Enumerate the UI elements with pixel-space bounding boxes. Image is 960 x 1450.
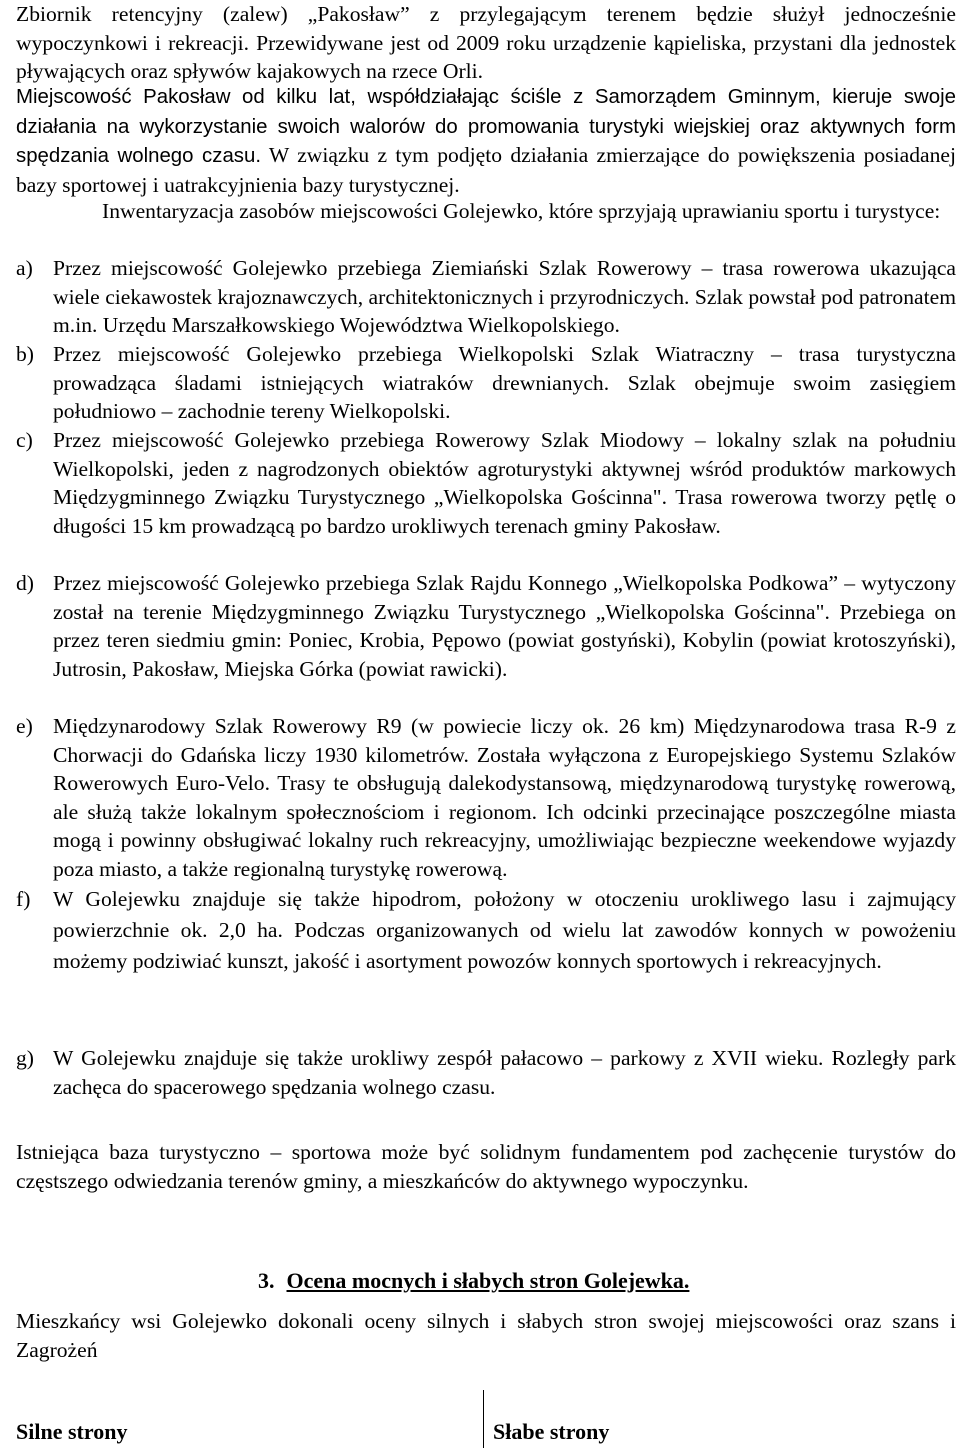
paragraph-closing: Istniejąca baza turystyczno – sportowa może być solidnym fundamentem pod zachęcenie turystów do częstszego odwiedzania terenów gminy, a mieszkańców do aktywnego wypoczynku. bbox=[16, 1140, 956, 1193]
list-item-d bbox=[16, 569, 956, 683]
list-item-f bbox=[16, 884, 956, 977]
list-text: W Golejewku znajduje się także urokliwy zespół pałacowo – parkowy z XVII wieku. Rozległy park zachęca do spacerowego spędzania wolnego czasu. bbox=[53, 1046, 956, 1099]
list-text: Międzynarodowy Szlak Rowerowy R9 (w powiecie liczy ok. 26 km) Międzynarodowa trasa R-9 z Chorwacji do Gdańska liczy 1930 kilometrów. Została wyłączona z Europejskiego Systemu Szlaków Rowerowych Euro-Velo. Trasy te obsługują dalekodystansową, międzynarodową turystykę rowerową, ale służą także lokalnym społecznościom i regionom. Ich odcinki przecinające poszczególne miasta mogą i powinny obsługiwać lokalny ruch rekreacyjny, umożliwiając bezpieczne weekendowe wyjazdy poza miasto, a także regionalną turystykę rowerową. bbox=[53, 714, 956, 881]
paragraph-pakoslaw-sans: Miejscowość Pakosław od kilku lat, współdziałając ściśle z Samorządem Gminnym, kieruje swoje działania na wykorzystanie swoich walorów do promowania turystyki wiejskiej oraz aktywnych form spędzania wolnego czasu. bbox=[16, 86, 956, 168]
section-heading bbox=[258, 1266, 689, 1296]
list-text: W Golejewku znajduje się także hipodrom, położony w otoczeniu urokliwego lasu i zajmujący powierzchnie ok. 2,0 ha. Podczas organizowanych od wielu lat zawodów konnych w powożeniu możemy podziwiać kunszt, jakość i asortyment powozów konnych sportowych i rekreacyjnych. bbox=[53, 887, 956, 973]
list-text: Przez miejscowość Golejewko przebiega Wielkopolski Szlak Wiatraczny – trasa turystyczna prowadząca śladami istniejących wiatraków drewnianych. Szlak obejmuje swoim zasięgiem południowo – zachodnie tereny Wielkopolski. bbox=[53, 342, 956, 424]
list-letter: c) bbox=[16, 428, 33, 452]
list-letter: d) bbox=[16, 571, 34, 595]
section-number: 3. bbox=[258, 1268, 275, 1293]
list-item-b bbox=[16, 340, 956, 426]
list-item-a bbox=[16, 254, 956, 340]
paragraph-pakoslaw-cont: W związku z tym podjęto działania zmierzające do powiększenia posiadanej bazy sportowej i uatrakcyjnienia bazy turystycznej. bbox=[16, 143, 956, 197]
list-text: Przez miejscowość Golejewko przebiega Szlak Rajdu Konnego „Wielkopolska Podkowa” – wytyczony został na terenie Międzygminnego Związku Turystycznego „Wielkopolska Gościnna". Przebiega on przez teren siedmiu gmin: Poniec, Krobia, Pępowo (powiat gostyński), Kobylin (powiat krotoszyński), Jutrosin, Pakosław, Miejska Górka (powiat rawicki). bbox=[53, 571, 956, 681]
list-letter: f) bbox=[16, 887, 31, 911]
section-title: Ocena mocnych i słabych stron Golejewka. bbox=[286, 1268, 690, 1293]
list-letter: e) bbox=[16, 714, 33, 738]
list-item-g bbox=[16, 1044, 956, 1101]
paragraph-pakoslaw bbox=[16, 82, 956, 199]
strengths-header: Silne strony bbox=[16, 1419, 128, 1444]
list-text: Przez miejscowość Golejewko przebiega Rowerowy Szlak Miodowy – lokalny szlak na południu Wielkopolski, jeden z nagrodzonych obiektów agroturystyki aktywnej wśród produktów markowych Międzygminnego Związku Turystycznego „Wielkopolska Gościnna". Trasa rowerowa tworzy pętlę o długości 15 km prowadzącą po bardzo urokliwych terenach gminy Pakosław. bbox=[53, 428, 956, 538]
section-intro: Mieszkańcy wsi Golejewko dokonali oceny silnych i słabych stron swojej miejscowości oraz szans i Zagrożeń bbox=[16, 1309, 956, 1362]
list-letter: g) bbox=[16, 1046, 34, 1070]
paragraph-reservoir: Zbiornik retencyjny (zalew) „Pakosław” z przylegającym terenem będzie służył jednocześnie wypoczynkowi i rekreacji. Przewidywane jest od 2009 roku urządzenie kąpieliska, przystani dla jednostek pływających oraz spływów kajakowych na rzece Orli. bbox=[16, 2, 956, 84]
table-divider bbox=[483, 1390, 484, 1448]
list-item-e bbox=[16, 712, 956, 884]
weaknesses-header: Słabe strony bbox=[493, 1419, 610, 1444]
list-letter: b) bbox=[16, 342, 34, 366]
list-letter: a) bbox=[16, 256, 33, 280]
list-item-c bbox=[16, 426, 956, 540]
list-text: Przez miejscowość Golejewko przebiega Ziemiański Szlak Rowerowy – trasa rowerowa ukazująca wiele ciekawostek krajoznawczych, architektonicznych i przyrodniczych. Szlak powstał pod patronatem m.in. Urzędu Marszałkowskiego Województwa Wielkopolskiego. bbox=[53, 256, 956, 338]
paragraph-inventory: Inwentaryzacja zasobów miejscowości Golejewko, które sprzyjają uprawianiu sportu i turystyce: bbox=[102, 199, 941, 223]
